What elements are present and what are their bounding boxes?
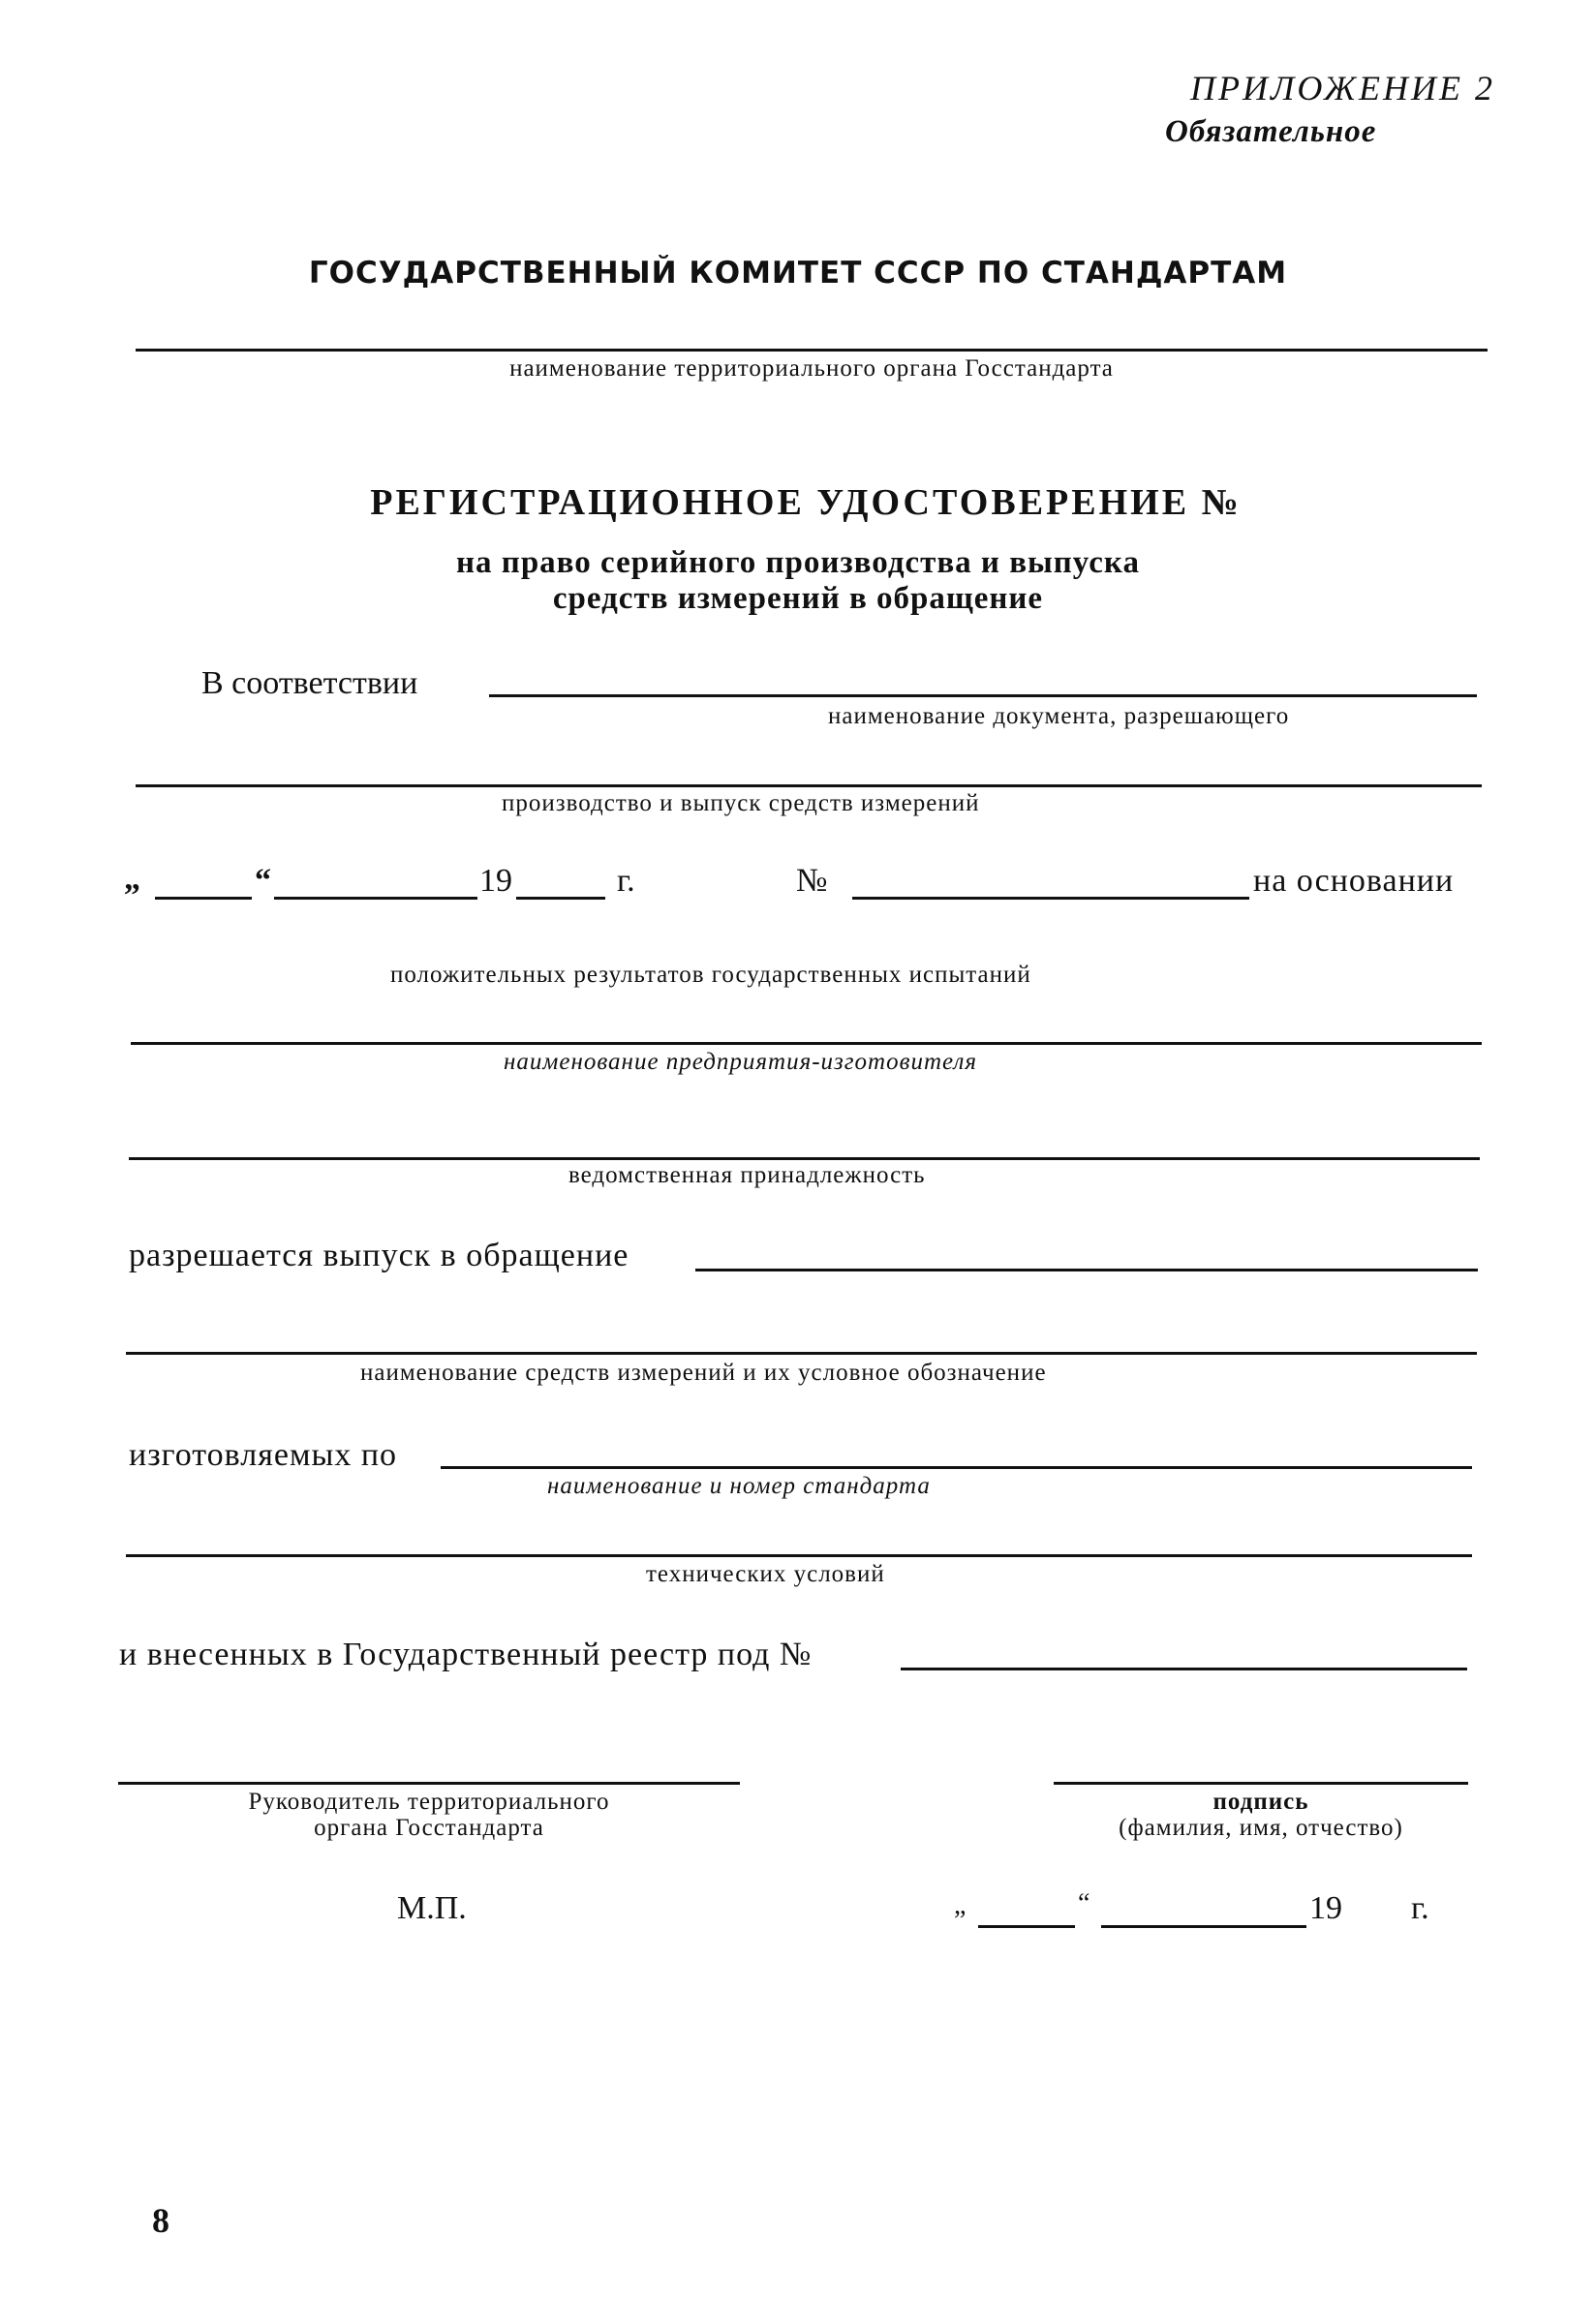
sign-line[interactable] (1054, 1782, 1468, 1785)
committee-title: ГОСУДАРСТВЕННЫЙ КОМИТЕТ СССР ПО СТАНДАРТАМ (308, 256, 1288, 291)
registry-label: и внесенных в Государственный реестр под № (119, 1637, 813, 1672)
document-caption: наименование документа, разрешающего (828, 703, 1290, 729)
certificate-subtitle-2: средств измерений в обращение (552, 581, 1044, 616)
specs-line[interactable] (126, 1554, 1472, 1557)
head-caption-2: органа Госстандарта (314, 1815, 544, 1841)
department-line[interactable] (129, 1157, 1480, 1160)
standard-caption: наименование и номер стандарта (547, 1473, 931, 1499)
appendix-label: ПРИЛОЖЕНИЕ 2 (1190, 69, 1495, 107)
year-line[interactable] (516, 897, 605, 900)
production-line[interactable] (136, 784, 1482, 787)
head-caption-1: Руководитель территориального (248, 1789, 610, 1815)
territorial-line (136, 349, 1488, 352)
sign-day-line[interactable] (978, 1925, 1075, 1928)
manufacturer-line[interactable] (131, 1042, 1482, 1045)
stamp-label: М.П. (397, 1890, 467, 1926)
territorial-caption: наименование территориального органа Госстандарта (509, 355, 1114, 382)
sign-caption: подпись (1212, 1789, 1309, 1815)
standard-line[interactable] (441, 1466, 1472, 1469)
manufacturer-caption: наименование предприятия-изготовителя (504, 1049, 977, 1075)
sign-date-quote-close: “ (1078, 1888, 1090, 1918)
number-sign: № (796, 863, 828, 899)
document-line[interactable] (489, 694, 1477, 697)
instruments-line[interactable] (126, 1352, 1477, 1355)
month-line[interactable] (274, 897, 477, 900)
day-line[interactable] (155, 897, 252, 900)
year-suffix: г. (617, 863, 635, 899)
on-basis-label: на основании (1253, 863, 1455, 899)
results-caption: положительных результатов государственных испытаний (390, 962, 1031, 988)
in-accordance-label: В соответствии (201, 665, 418, 701)
sign-year: 19 (1309, 1890, 1342, 1926)
certificate-subtitle-1: на право серийного производства и выпуска (456, 545, 1140, 580)
registry-number-line[interactable] (901, 1668, 1467, 1670)
specs-caption: технических условий (646, 1561, 885, 1587)
sign-month-line[interactable] (1101, 1925, 1306, 1928)
page-number: 8 (152, 2201, 169, 2240)
number-line[interactable] (852, 897, 1249, 900)
made-per-label: изготовляемых по (129, 1437, 398, 1473)
head-signature-line[interactable] (118, 1782, 740, 1785)
sign-year-suffix: г. (1411, 1890, 1429, 1926)
fio-caption: (фамилия, имя, отчество) (1119, 1815, 1403, 1841)
mandatory-label: Обязательное (1165, 114, 1377, 149)
release-line[interactable] (695, 1269, 1478, 1271)
year-prefix: 19 (479, 863, 512, 899)
certificate-title: РЕГИСТРАЦИОННОЕ УДОСТОВЕРЕНИЕ № (370, 482, 1242, 523)
instruments-caption: наименование средств измерений и их условное обозначение (360, 1360, 1047, 1386)
release-allowed-label: разрешается выпуск в обращение (129, 1238, 629, 1273)
production-caption: производство и выпуск средств измерений (502, 790, 980, 816)
date-quote-close: “ (255, 863, 271, 899)
date-quote-open: „ (124, 861, 140, 897)
department-caption: ведомственная принадлежность (568, 1162, 926, 1188)
sign-date-quote-open: „ (954, 1890, 967, 1920)
